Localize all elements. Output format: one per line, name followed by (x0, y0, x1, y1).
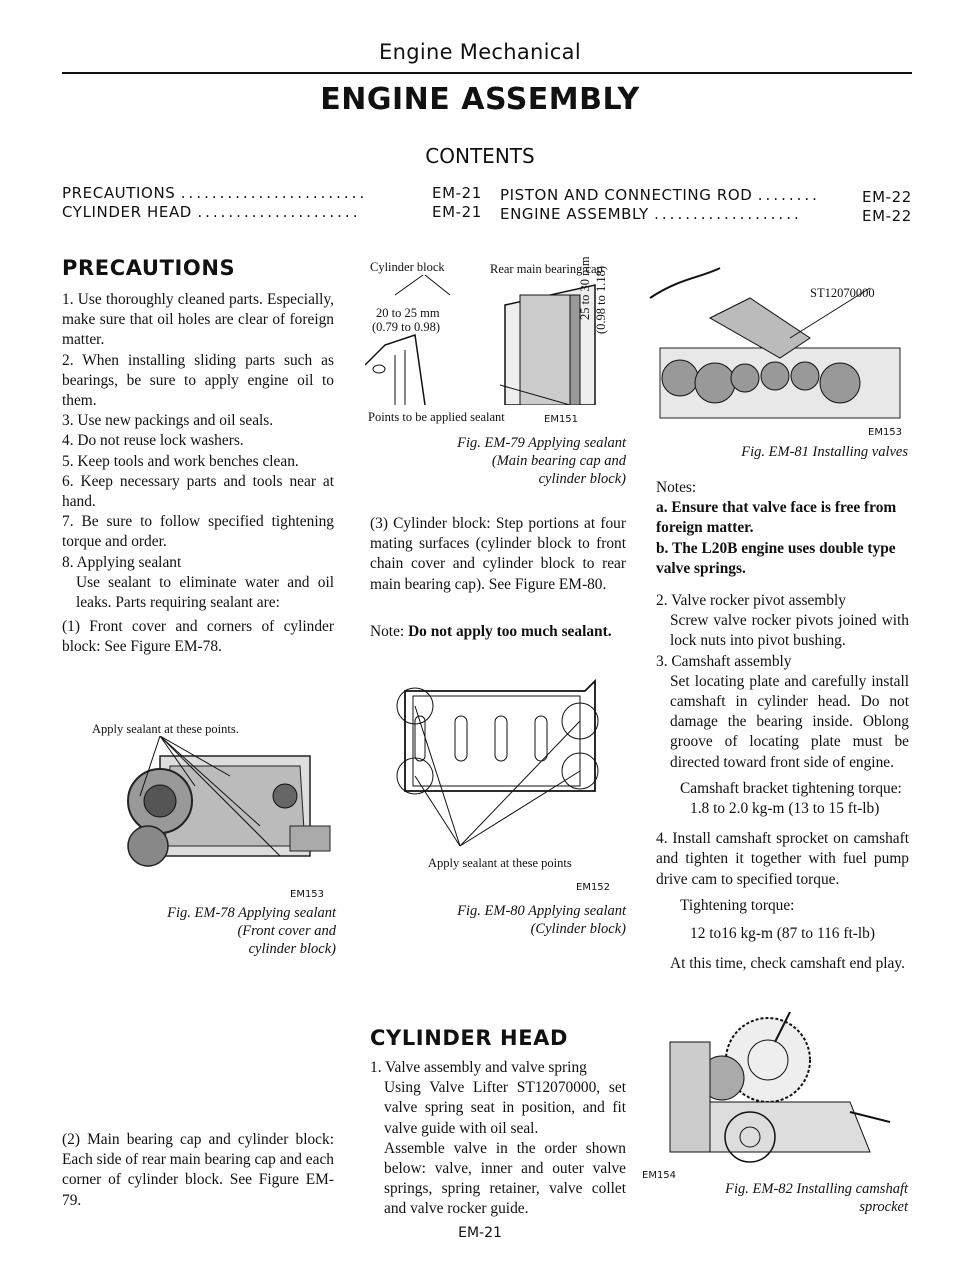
precaution-item-2: (2) Main bearing cap and cylinder block: Each side of rear main bearing cap and each corner of cylinder block. See Figure EM-79. (62, 1131, 334, 1209)
precaution-item: 3. Use new packings and oil seals. (62, 412, 274, 430)
fig81-code: EM153 (868, 427, 903, 438)
precautions-heading: PRECAUTIONS (62, 256, 236, 280)
toc-right (500, 186, 910, 226)
toc-page: EM-21 (432, 203, 482, 221)
right-column-text: Notes: a. Ensure that valve face is free from foreign matter. b. The L20B engine uses double type valve springs. 2. Valve rocker pivot assembly Screw valve rocker pivots joined with lock nuts into pivot bushing. 3. Camshaft assembly Set locating plate and carefully install camshaft in cylinder head. Do not damage the bearing inside. Oblong groove of locating plate must be directed toward front side of engine. Camshaft bracket tightening torque: 1.8 to 2.0 kg-m (13 to 15 ft-lb) 4. Install camshaft sprocket on camshaft and tighten it together with fuel pump drive cam to specified torque. Tightening torque: 12 to16 kg-m (87 to 116 ft-lb) At this time, check camshaft end play. (656, 479, 909, 973)
cylinder-head-heading: CYLINDER HEAD (370, 1026, 569, 1050)
middle-item-3: (3) Cylinder block: Step portions at four mating surfaces (cylinder block to front chain cover and cylinder block to rear main bearing cap). See Figure EM-80. (370, 515, 626, 593)
contents-heading: CONTENTS (425, 144, 535, 168)
fig78-illustration (100, 736, 340, 886)
fig82-illustration (650, 1012, 910, 1180)
precaution-item: (1) Front cover and corners of cylinder block: See Figure EM-78. (62, 618, 334, 656)
toc-page: EM-22 (862, 207, 912, 225)
fig78-code: EM153 (290, 889, 325, 900)
toc-entry[interactable]: CYLINDER HEAD ..................... (62, 203, 361, 221)
fig80-illustration (385, 676, 615, 851)
toc-left (62, 184, 482, 224)
sealant-note: Note: Do not apply too much sealant. (370, 623, 612, 640)
fig81-illustration (640, 258, 910, 438)
page-number: EM-21 (458, 1225, 502, 1241)
fig79-dim2: 25 to 30 mm (578, 256, 592, 320)
precaution-item: 6. Keep necessary parts and tools near at hand. (62, 472, 334, 511)
precautions-list (62, 290, 334, 658)
fig79-dim1: 20 to 25 mm (376, 306, 440, 320)
header-rule (62, 72, 912, 74)
fig80-label: Apply sealant at these points (428, 856, 572, 870)
fig79-dim2b: (0.98 to 1.18) (594, 265, 608, 334)
fig78-label: Apply sealant at these points. (92, 722, 239, 736)
page-title: ENGINE ASSEMBLY (320, 82, 640, 117)
section-header: Engine Mechanical (379, 40, 581, 64)
toc-entry[interactable]: PISTON AND CONNECTING ROD ........ (500, 186, 820, 204)
toc-page: EM-22 (862, 188, 912, 206)
precaution-item: 2. When installing sliding parts such as bearings, be sure to apply engine oil to them. (62, 351, 334, 410)
precaution-item: 8. Applying sealant (62, 553, 182, 571)
precaution-item: Use sealant to eliminate water and oil leaks. Parts requiring sealant are: (76, 573, 334, 612)
toc-entry[interactable]: PRECAUTIONS ........................ (62, 184, 368, 202)
fig81-caption: Fig. EM-81 Installing valves (741, 444, 908, 460)
fig78-caption: Fig. EM-78 Applying sealant (Front cover and cylinder block) (167, 905, 336, 957)
precaution-item: 5. Keep tools and work benches clean. (62, 452, 299, 470)
fig79-label-cap: Rear main bearing cap (490, 262, 603, 276)
fig79-caption: Fig. EM-79 Applying sealant (Main bearing cap and cylinder block) (457, 435, 626, 487)
precaution-item: 1. Use thoroughly cleaned parts. Especially, make sure that oil holes are clear of foreign matter. (62, 291, 334, 349)
fig79-illustration (365, 275, 605, 405)
cylinder-head-text: 1. Valve assembly and valve spring Using Valve Lifter ST12070000, set valve spring seat in position, and fit valve guide with oil seal. Assemble valve in the order shown below: valve, inner and outer valve springs, spring retainer, valve collet and valve rocker guide. (370, 1059, 626, 1218)
fig80-caption: Fig. EM-80 Applying sealant (Cylinder block) (457, 903, 626, 937)
toc-page: EM-21 (432, 184, 482, 202)
precaution-item: 7. Be sure to follow specified tightening torque and order. (62, 513, 334, 551)
fig79-points: Points to be applied sealant (368, 410, 505, 424)
fig80-code: EM152 (576, 882, 611, 893)
fig79-code: EM151 (544, 414, 579, 425)
toc-entry[interactable]: ENGINE ASSEMBLY ................... (500, 205, 802, 223)
fig82-caption: Fig. EM-82 Installing camshaft sprocket (725, 1181, 908, 1215)
fig81-tool: ST12070000 (810, 286, 875, 300)
fig79-label-block: Cylinder block (370, 260, 445, 274)
fig79-dim1b: (0.79 to 0.98) (372, 320, 441, 334)
precaution-item: 4. Do not reuse lock washers. (62, 432, 244, 450)
fig82-code: EM154 (642, 1170, 677, 1181)
